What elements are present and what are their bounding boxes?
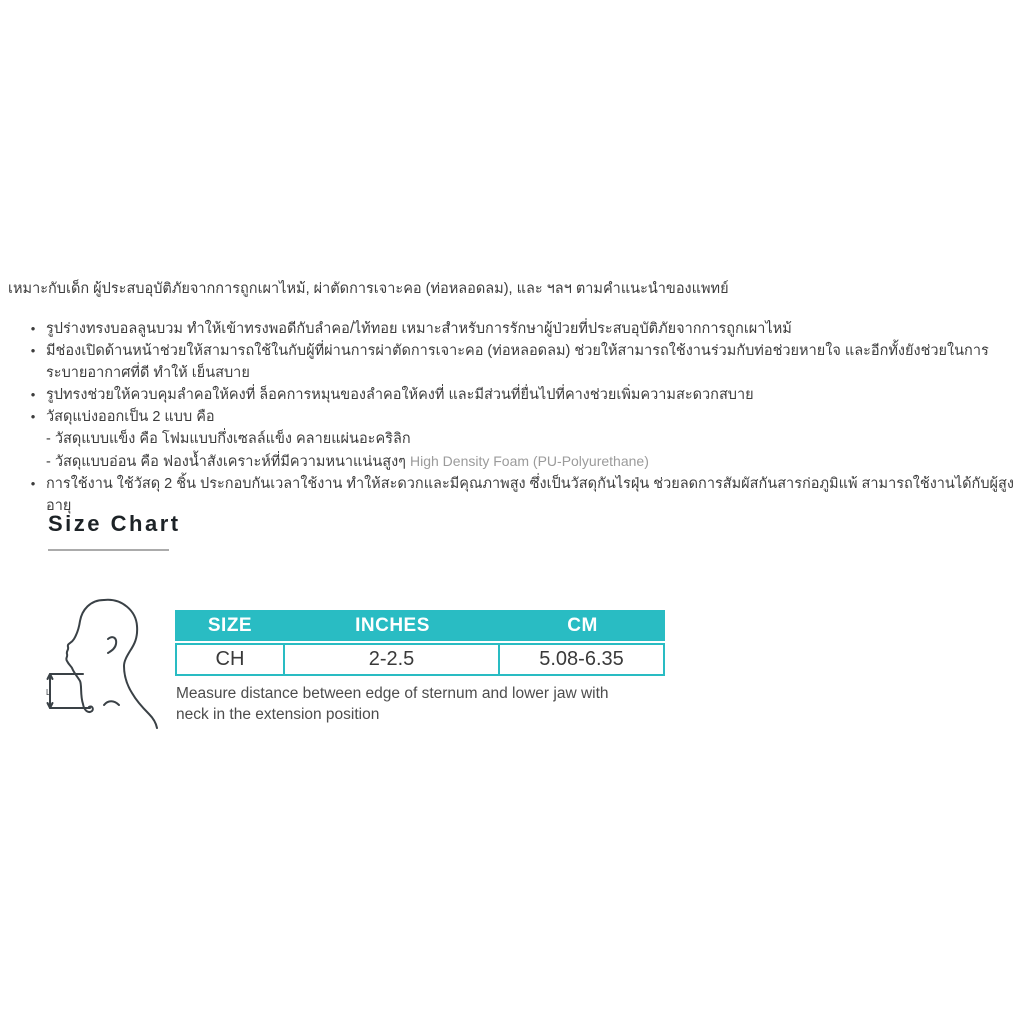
intro-paragraph: เหมาะกับเด็ก ผู้ประสบอุบัติภัยจากการถูกเผาไหม้, ผ่าตัดการเจาะคอ (ท่อหลอดลม), และ ฯลฯ ตามคำแนะนำของแพทย์ — [8, 281, 729, 297]
table-header-inches: INCHES — [355, 614, 430, 636]
bullet-dot: • — [30, 343, 36, 358]
table-row — [175, 643, 665, 676]
head-profile-front — [66, 600, 104, 712]
measurement-caption — [176, 683, 676, 725]
bullet-dot: • — [30, 409, 36, 424]
material-subline-soft — [46, 450, 1018, 473]
list-item — [0, 318, 1018, 340]
material-subline-hard: - วัสดุแบบแข็ง คือ โฟมแบบกึ่งเซลล์แข็ง คลายแผ่นอะคริลิก — [46, 431, 411, 447]
size-chart-heading: Size Chart — [48, 511, 181, 536]
measurement-caption-line1: Measure distance between edge of sternum and lower jaw with — [176, 685, 609, 702]
bullet-dot: • — [30, 321, 36, 336]
head-profile-back — [104, 600, 157, 728]
collarbone-line — [104, 701, 119, 705]
neck-measurement-illustration — [42, 592, 160, 740]
size-chart-table — [175, 610, 665, 676]
table-cell-size: CH — [177, 645, 285, 674]
measurement-label: L — [46, 688, 51, 697]
bullet-text: การใช้งาน ใช้วัสดุ 2 ชิ้น ประกอบกันเวลาใช้งาน ทำให้สะดวกและมีคุณภาพสูง ซึ่งเป็นวัสดุกันไรฝุ่น ช่วยลดการสัมผัสกันสารก่อภูมิแพ้ สามารถใช้งานได้กับผู้สูงอายุ — [46, 476, 1014, 514]
measurement-caption-line2: neck in the extension position — [176, 706, 380, 723]
table-header-cm: CM — [567, 614, 598, 636]
ear-line — [108, 637, 116, 653]
list-item — [0, 340, 1018, 384]
table-cell-inches: 2-2.5 — [285, 645, 500, 674]
table-header-row — [175, 610, 665, 641]
bullet-text: รูปร่างทรงบอลลูนบวม ทำให้เข้าทรงพอดีกับลำคอ/ไท้ทอย เหมาะสำหรับการรักษาผู้ป่วยที่ประสบอุบัติภัยจากการถูกเผาไหม้ — [46, 321, 792, 337]
bullet-text: รูปทรงช่วยให้ควบคุมลำคอให้คงที่ ล็อคการหมุนของลำคอให้คงที่ และมีส่วนที่ยื่นไปที่คางช่วยเพิ่มความสะดวกสบาย — [46, 387, 754, 403]
material-subline-soft-english: High Density Foam (PU-Polyurethane) — [409, 453, 649, 469]
feature-bullet-list — [0, 318, 1018, 517]
heading-underline — [48, 549, 169, 551]
bullet-dot: • — [30, 476, 36, 491]
table-header-size: SIZE — [207, 614, 253, 636]
table-cell-cm: 5.08-6.35 — [539, 648, 624, 670]
list-item — [0, 406, 1018, 428]
bullet-text: มีช่องเปิดด้านหน้าช่วยให้สามารถใช้ในกับผู้ที่ผ่านการผ่าตัดการเจาะคอ (ท่อหลอดลม) ช่วยให้สามารถใช้งานร่วมกับท่อช่วยหายใจ และอีกทั้งยังช่วยในการระบายอากาศที่ดี ทำให้ เย็นสบาย — [46, 343, 989, 381]
list-item — [0, 384, 1018, 406]
material-subline-soft-thai: - วัสดุแบบอ่อน คือ ฟองน้ำสังเคราะห์ที่มีความหนาแน่นสูงๆ — [46, 454, 406, 470]
bullet-dot: • — [30, 387, 36, 402]
bullet-text: วัสดุแบ่งออกเป็น 2 แบบ คือ — [46, 409, 215, 425]
